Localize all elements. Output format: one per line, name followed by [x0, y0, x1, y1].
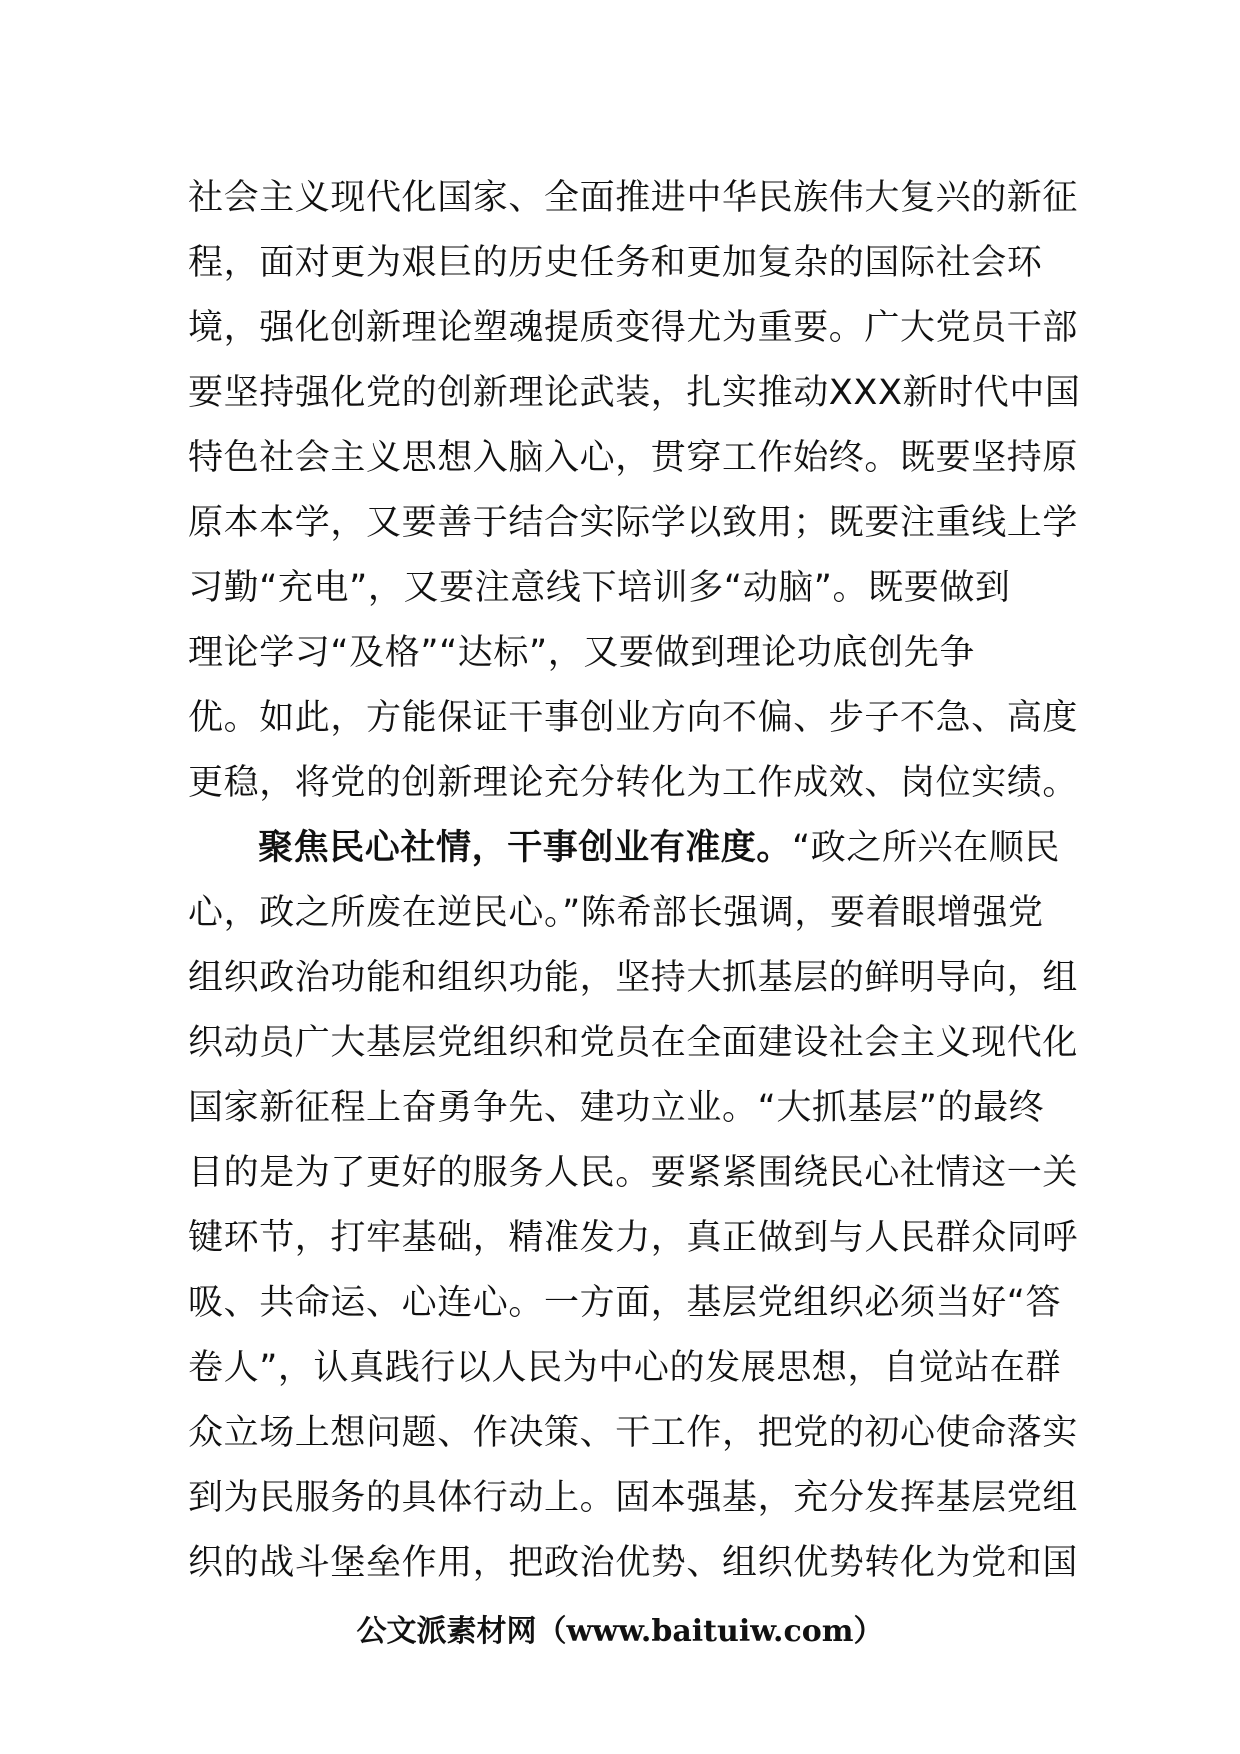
page-footer-source: 公文派素材网（www.baituiw.com）: [356, 1614, 884, 1649]
text-line: 程，面对更为艰巨的历史任务和更加复杂的国际社会环: [188, 243, 1043, 283]
text-line: 社会主义现代化国家、全面推进中华民族伟大复兴的新征: [188, 178, 1079, 218]
text-line: 更稳，将党的创新理论充分转化为工作成效、岗位实绩。: [188, 763, 1079, 803]
text-line: 原本本学，又要善于结合实际学以致用；既要注重线上学: [188, 503, 1079, 543]
text-line: 卷人”，认真践行以人民为中心的发展思想，自觉站在群: [188, 1348, 1062, 1388]
text-line: 键环节，打牢基础，精准发力，真正做到与人民群众同呼: [188, 1218, 1079, 1258]
paragraph-first-line-text: “政之所兴在顺民: [792, 828, 1060, 868]
text-line: 织的战斗堡垒作用，把政治优势、组织优势转化为党和国: [188, 1543, 1079, 1583]
text-line: 目的是为了更好的服务人民。要紧紧围绕民心社情这一关: [188, 1153, 1079, 1193]
text-line: 心，政之所废在逆民心。”陈希部长强调，要着眼增强党: [188, 893, 1044, 933]
text-line: 众立场上想问题、作决策、干工作，把党的初心使命落实: [188, 1413, 1079, 1453]
text-line: 吸、共命运、心连心。一方面，基层党组织必须当好“答: [188, 1283, 1062, 1323]
text-line: 组织政治功能和组织功能，坚持大抓基层的鲜明导向，组: [188, 958, 1079, 998]
text-line: 要坚持强化党的创新理论武装，扎实推动XXX新时代中国: [188, 373, 1081, 413]
paragraph-lead-heading: 聚焦民心社情，干事创业有准度。: [258, 828, 793, 868]
text-line: 特色社会主义思想入脑入心，贯穿工作始终。既要坚持原: [188, 438, 1079, 478]
text-line: 到为民服务的具体行动上。固本强基，充分发挥基层党组: [188, 1478, 1079, 1518]
paragraph-first-line: [188, 816, 1060, 881]
text-line: 优。如此，方能保证干事创业方向不偏、步子不急、高度: [188, 698, 1079, 738]
text-line: 习勤“充电”，又要注意线下培训多“动脑”。既要做到: [188, 568, 1011, 608]
text-line: 织动员广大基层党组织和党员在全面建设社会主义现代化: [188, 1023, 1079, 1063]
text-line: 理论学习“及格”“达标”，又要做到理论功底创先争: [188, 633, 975, 673]
body-text: [188, 166, 1081, 1596]
text-line: 国家新征程上奋勇争先、建功立业。“大抓基层”的最终: [188, 1088, 1045, 1128]
text-line: 境，强化创新理论塑魂提质变得尤为重要。广大党员干部: [188, 308, 1079, 348]
